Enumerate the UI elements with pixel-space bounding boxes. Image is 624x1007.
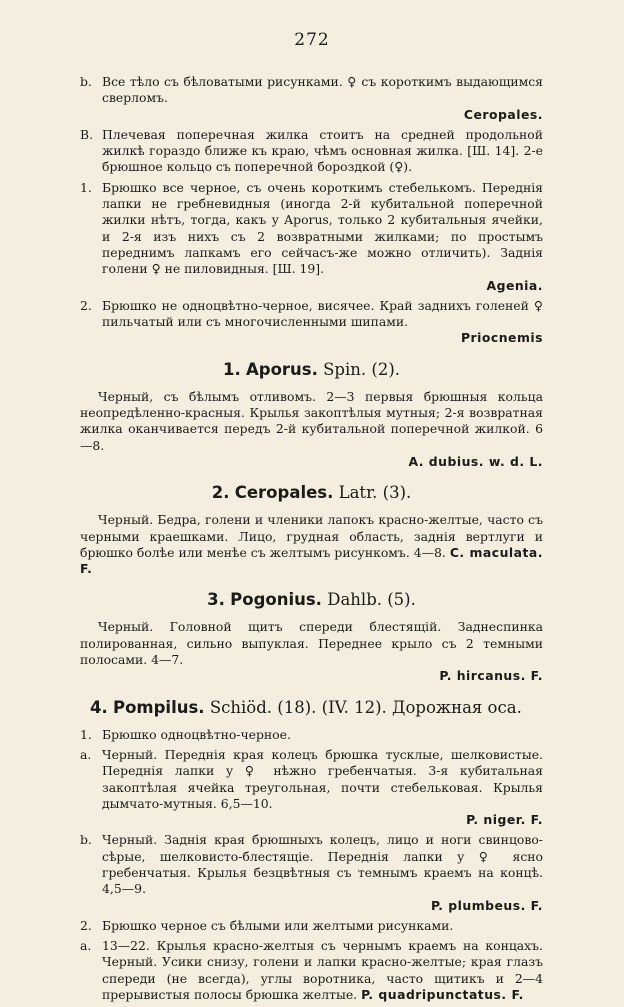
genus-description [80, 512, 543, 577]
key-label: a. [80, 938, 92, 954]
genus-name: Ceropales. [234, 483, 334, 503]
page-content [80, 74, 543, 1007]
genus-number: 1. [222, 359, 241, 379]
pompilus-entry [80, 918, 543, 934]
key-label: 1. [80, 179, 92, 195]
key-label: 1. [80, 726, 92, 742]
key-text-block [102, 747, 543, 828]
key-text-block [102, 74, 543, 123]
genus-description-text: Черный. Бедра, голени и членики лапокъ красно-желтые, часто съ черными краешками. Лицо, грудная область, заднія вертлуги и брюшко болѣе или менѣе съ желтымъ рисункомъ. 4—8. [80, 512, 543, 560]
key-entry [80, 180, 543, 294]
key-text-block [102, 127, 543, 176]
key-label: b. [80, 74, 92, 89]
genus-number: 2. [211, 483, 230, 503]
genus-author: Dahlb. (5). [327, 590, 416, 610]
genus-description: Черный. Головной щитъ спереди блестящій. Заднеспинка полированная, сильно выпуклая. Переднее крыло съ 2 темными полосами. 4—7. [80, 619, 543, 668]
key-text: Черный. Переднія края колецъ брюшка тусклые, шелковистые. Переднія лапки у ♀ нѣжно гребенчатыя. 3-я кубитальная закоптѣлая ячейка треугольная, почти стебельковая. Крылья дымчато-мутныя. 6,5—10. [102, 746, 543, 811]
genus-number: 3. [207, 590, 225, 610]
pompilus-entry [80, 747, 543, 828]
genus-number: 4. [90, 697, 108, 717]
key-text: Брюшко все черное, съ очень короткимъ стебелькомъ. Переднія лапки не гребневидныя (иногда 2-й кубитальной поперечной жилки нѣтъ, тогда, какъ у Aporus, только 2 кубитальныя ячейки, и 2-я изъ нихъ съ 2 возвратными жилками; по простымъ переднимъ лапкамъ его сейчасъ-же можно отличить). Заднія голени ♀ не пиловидныя. [Ш. 19]. [102, 179, 543, 277]
key-text-block [102, 938, 543, 1003]
key-label: b. [80, 832, 92, 848]
genus-heading [90, 698, 543, 718]
key-label: 2. [80, 297, 92, 313]
genus-description: Черный, съ бѣлымъ отливомъ. 2—3 первыя брюшныя кольца неопредѣленно-красныя. Крылья закоптѣлыя мутныя; 2-я возвратная жилка оканчивается передъ 2-й кубитальной поперечной жилкой. 6—8. [80, 388, 543, 453]
species-name: P. quadripunctatus. F. [361, 987, 524, 1003]
genus-heading [80, 590, 543, 610]
key-entry [80, 127, 543, 176]
key-text: Брюшко одноцвѣтно-черное. [102, 726, 291, 742]
genus-common-name: Дорожная оса. [392, 697, 522, 717]
key-entry [80, 74, 543, 123]
key-text-block [102, 298, 543, 347]
key-text: Плечевая поперечная жилка стоитъ на средней продольной жилкѣ гораздо ближе къ краю, чѣмъ основная жилка. [Ш. 14]. 2-е брюшное кольцо съ поперечной бороздкой (♀). [102, 126, 543, 175]
genus-author: Latr. (3). [338, 483, 412, 503]
genus-name: Aporus. [245, 359, 318, 379]
key-text: Брюшко не одноцвѣтно-черное, висячее. Край заднихъ голеней ♀ пильчатый или съ многочисленными шипами. [102, 297, 543, 330]
key-result: Ceropales. [463, 106, 543, 122]
key-label: a. [80, 746, 92, 762]
key-result: Priocnemis [460, 330, 543, 346]
genus-heading [80, 483, 543, 503]
species-name: C. maculata. F. [80, 544, 543, 577]
key-text: Брюшко черное съ бѣлыми или желтыми рисунками. [102, 917, 454, 933]
key-text: 13—22. Крылья красно-желтыя съ чернымъ краемъ на концахъ. Черный. Усики снизу, голени и лапки красно-желтые; края глазъ спереди (не всегда), углы воротника, часто щитикъ и 2—4 прерывистыя полосы брюшка желтые. [102, 938, 543, 1003]
key-text: Все тѣло съ бѣловатыми рисунками. ♀ съ короткимъ выдающимся сверломъ. [102, 74, 543, 106]
pompilus-entry [80, 938, 543, 1003]
pompilus-entry [80, 727, 543, 743]
key-text: Черный. Заднія края брюшныхъ колецъ, лицо и ноги свинцово-сѣрые, шелковисто-блестящіе. Переднія лапки у ♀ ясно гребенчатыя. Крылья безцвѣтныя съ темнымъ краемъ на концѣ. 4,5—9. [102, 832, 543, 897]
genus-name: Pogonius. [230, 590, 322, 610]
key-label: B. [80, 126, 94, 142]
species-name: P. hircanus. F. [439, 668, 543, 684]
genus-heading [80, 360, 543, 380]
species-name: P. plumbeus. F. [430, 897, 543, 913]
key-label: 2. [80, 917, 92, 933]
key-entry [80, 298, 543, 347]
species-name: A. dubius. w. d. L. [408, 453, 543, 469]
genus-author: Schiöd. (18). (IV. 12). [209, 697, 387, 717]
key-result: Agenia. [486, 277, 543, 293]
page-number: 272 [294, 30, 330, 50]
key-text-block [102, 180, 543, 294]
genus-author: Spin. (2). [323, 359, 401, 379]
key-text-block [102, 832, 543, 913]
genus-name: Pompilus. [113, 697, 205, 717]
species-name: P. niger. F. [466, 812, 543, 828]
pompilus-entry [80, 832, 543, 913]
